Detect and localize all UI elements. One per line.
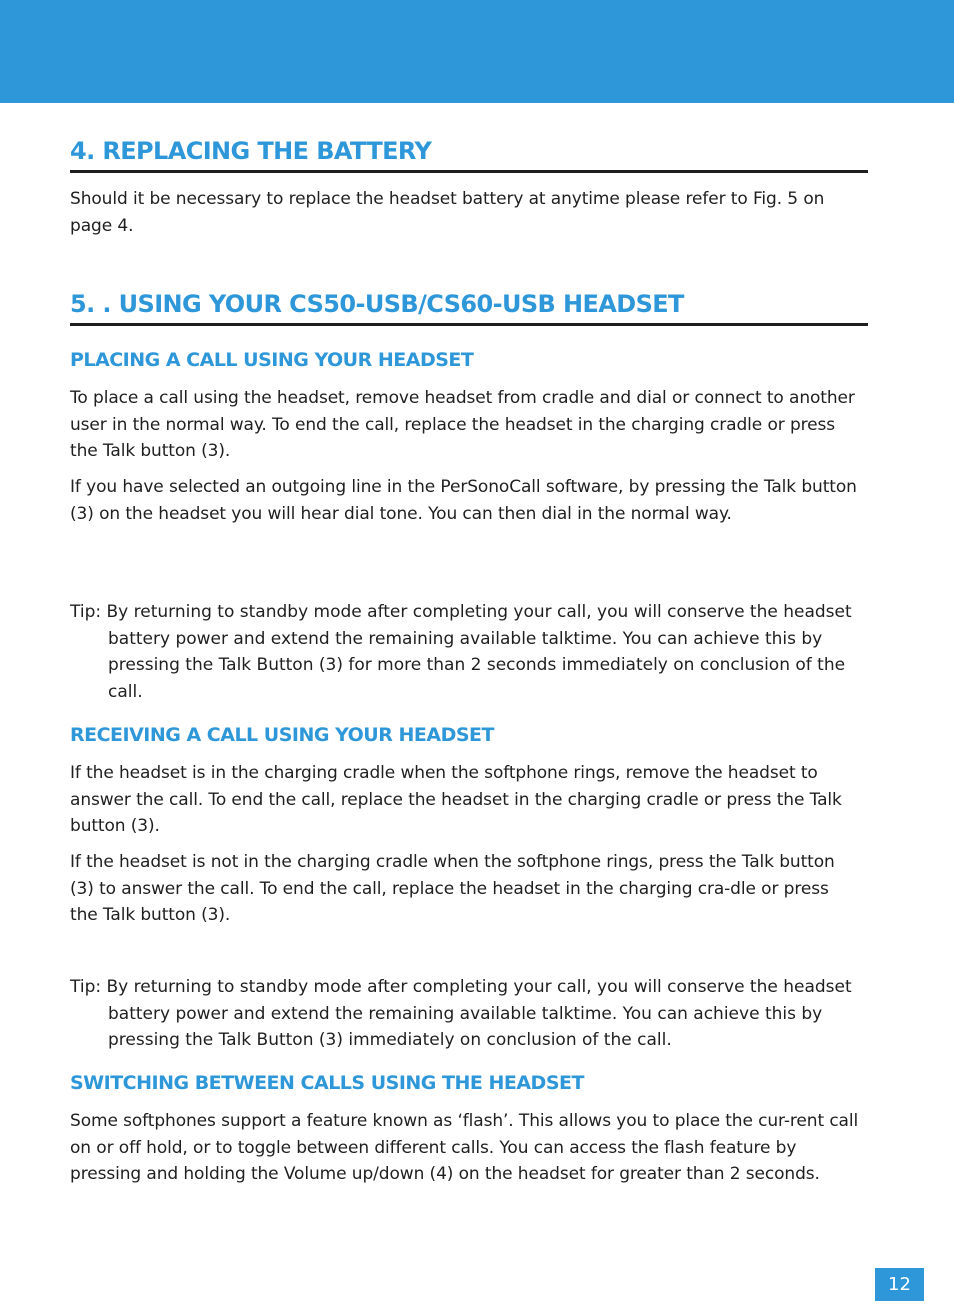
- battery-paragraph: Should it be necessary to replace the headset battery at anytime please refer to Fig. 5 on page 4.: [70, 189, 825, 236]
- receiving-paragraph-2: If the headset is not in the charging cradle when the softphone rings, press the Talk button (3) to answer the call. To end the call, replace the headset in the charging cra-dle or press the Talk button (3).: [70, 852, 835, 925]
- header-band: [0, 0, 954, 103]
- placing-paragraph-1: To place a call using the headset, remove headset from cradle and dial or connect to another user in the normal way. To end the call, replace the headset in the charging cradle or press the Talk button (3).: [70, 388, 855, 461]
- placing-tip: Tip: By returning to standby mode after completing your call, you will conserve the headset battery power and extend the remaining available talktime. You can achieve this by pressing the Talk Button (3) for more than 2 seconds immediately on conclusion of the call.: [70, 602, 852, 702]
- subheading-switching-calls: SWITCHING BETWEEN CALLS USING THE HEADSET: [70, 1072, 584, 1094]
- receiving-tip: Tip: By returning to standby mode after completing your call, you will conserve the headset battery power and extend the remaining available talktime. You can achieve this by pressing the Talk Button (3) immediately on conclusion of the call.: [70, 977, 852, 1050]
- subheading-receiving-call: RECEIVING A CALL USING YOUR HEADSET: [70, 724, 494, 746]
- placing-paragraph-2: If you have selected an outgoing line in the PerSonoCall software, by pressing the Talk button (3) on the headset you will hear dial tone. You can then dial in the normal way.: [70, 477, 857, 524]
- switching-paragraph: Some softphones support a feature known as ‘flash’. This allows you to place the cur-rent call on or off hold, or to toggle between different calls. You can access the flash feature by pressing and holding the Volume up/down (4) on the headset for greater than 2 seconds.: [70, 1111, 859, 1184]
- receiving-paragraph-1: If the headset is in the charging cradle when the softphone rings, remove the headset to answer the call. To end the call, replace the headset in the charging cradle or press the Talk button (3).: [70, 763, 842, 836]
- section-heading-battery: 4. REPLACING THE BATTERY: [70, 136, 868, 173]
- section-heading-using: 5. . USING YOUR CS50-USB/CS60-USB HEADSET: [70, 289, 868, 326]
- subheading-placing-call: PLACING A CALL USING YOUR HEADSET: [70, 349, 474, 371]
- page-number: 12: [875, 1268, 924, 1301]
